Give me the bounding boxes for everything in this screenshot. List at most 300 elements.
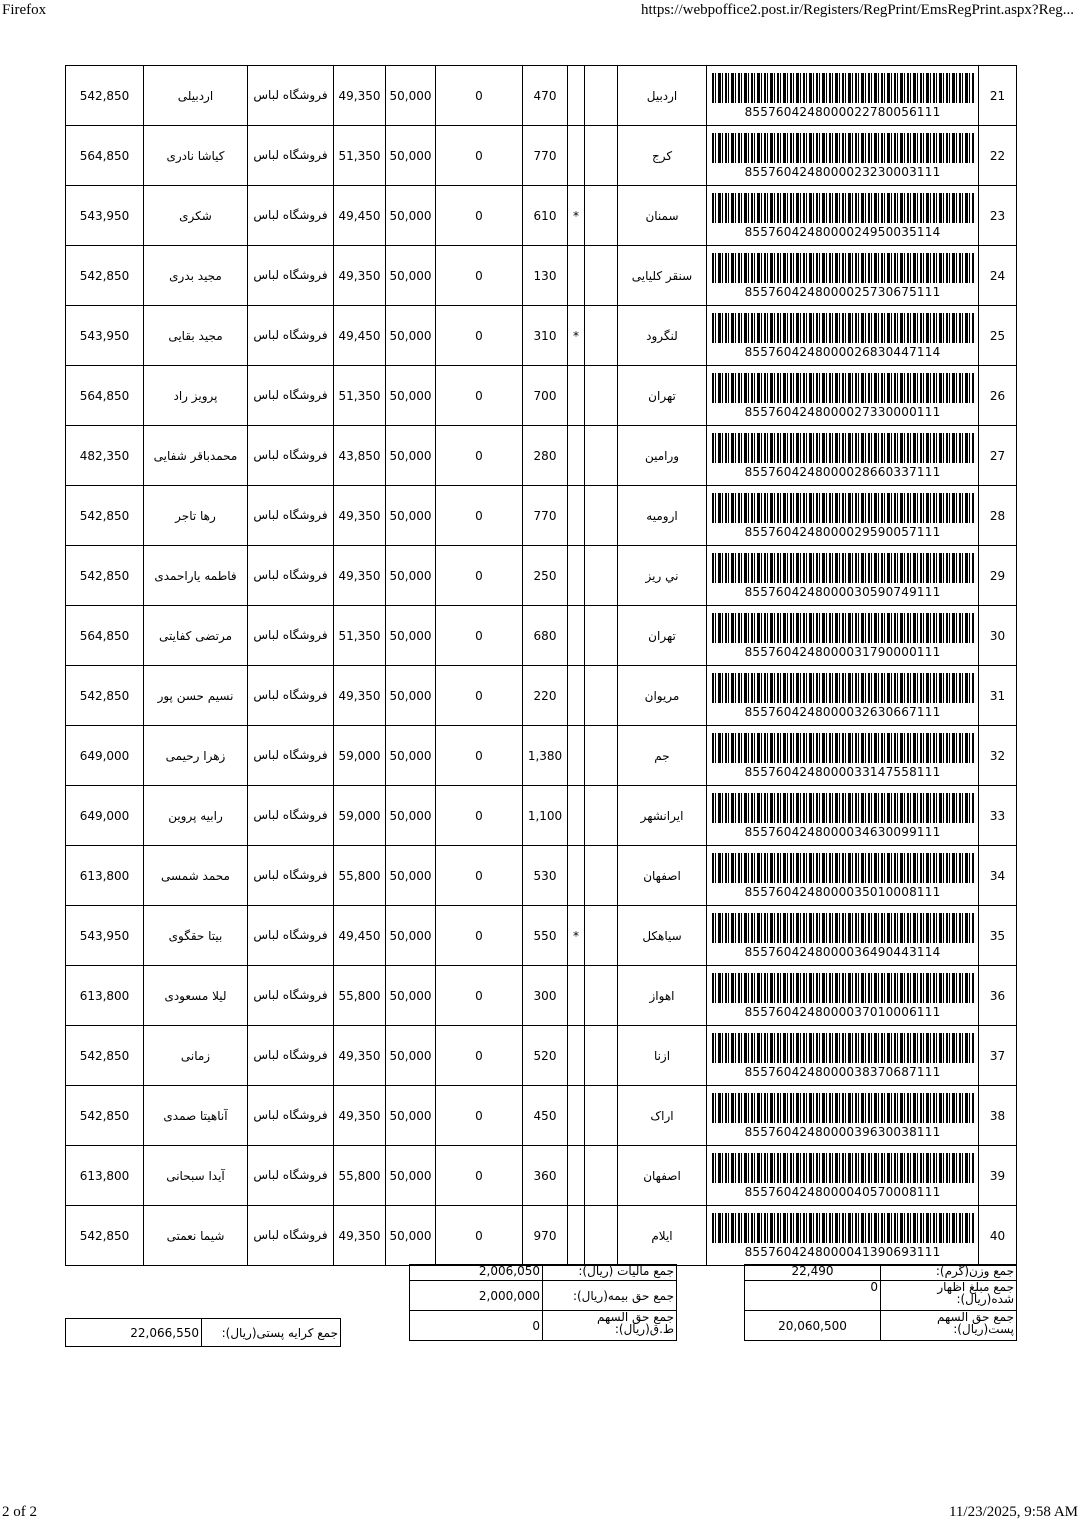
total-tax-label: جمع مالیات (ریال): xyxy=(543,1265,677,1281)
barcode-number: 8557604248000029590057111 xyxy=(744,524,941,539)
receiver-name-cell: شکری xyxy=(144,186,248,246)
tax-amount-cell: 49,350 xyxy=(334,546,386,606)
destination-city-cell: ایلام xyxy=(618,1206,707,1266)
row-total-cell: 613,800 xyxy=(66,1146,144,1206)
destination-city-cell: ازنا xyxy=(618,1026,707,1086)
tax-amount-cell: 49,350 xyxy=(334,1206,386,1266)
receiver-name-cell: آیدا سبحانی xyxy=(144,1146,248,1206)
flag-cell xyxy=(568,426,585,486)
sender-store-cell: فروشگاه لباس xyxy=(248,846,334,906)
barcode-number: 8557604248000025730675111 xyxy=(744,284,941,299)
weight-cell: 300 xyxy=(523,966,568,1026)
zero-amount-cell: 0 xyxy=(436,606,523,666)
destination-city-cell: اهواز xyxy=(618,966,707,1026)
receiver-name-cell: فاطمه یاراحمدی xyxy=(144,546,248,606)
empty-cell xyxy=(585,1206,618,1266)
barcode-cell xyxy=(707,426,979,486)
row-total-cell: 542,850 xyxy=(66,486,144,546)
zero-amount-cell: 0 xyxy=(436,186,523,246)
barcode-image xyxy=(712,973,974,1003)
barcode-image xyxy=(712,613,974,643)
empty-cell xyxy=(585,786,618,846)
sender-store-cell: فروشگاه لباس xyxy=(248,906,334,966)
tax-amount-cell: 55,800 xyxy=(334,846,386,906)
receiver-name-cell: شیما نعمتی xyxy=(144,1206,248,1266)
declared-value: 0 xyxy=(745,1281,881,1311)
receiver-name-cell: زهرا رحیمی xyxy=(144,726,248,786)
tax-amount-cell: 49,350 xyxy=(334,1086,386,1146)
tax-amount-cell: 55,800 xyxy=(334,1146,386,1206)
row-number-cell: 40 xyxy=(979,1206,1017,1266)
flag-cell xyxy=(568,366,585,426)
weight-cell: 530 xyxy=(523,846,568,906)
row-number-cell: 28 xyxy=(979,486,1017,546)
weight-cell: 700 xyxy=(523,366,568,426)
table-row xyxy=(66,846,1017,906)
destination-city-cell: سنقر کلیایی xyxy=(618,246,707,306)
zero-amount-cell: 0 xyxy=(436,1146,523,1206)
barcode-number: 8557604248000041390693111 xyxy=(744,1244,941,1259)
row-total-cell: 564,850 xyxy=(66,126,144,186)
table-row xyxy=(66,1086,1017,1146)
row-number-cell: 34 xyxy=(979,846,1017,906)
receiver-name-cell: محمد شمسی xyxy=(144,846,248,906)
receiver-name-cell: مجید بقایی xyxy=(144,306,248,366)
receiver-name-cell: آناهیتا صمدی xyxy=(144,1086,248,1146)
tax-amount-cell: 49,450 xyxy=(334,186,386,246)
destination-city-cell: ارومیه xyxy=(618,486,707,546)
sender-store-cell: فروشگاه لباس xyxy=(248,186,334,246)
destination-city-cell: ایرانشهر xyxy=(618,786,707,846)
barcode-cell xyxy=(707,66,979,126)
flag-cell xyxy=(568,966,585,1026)
barcode-number: 8557604248000032630667111 xyxy=(744,704,941,719)
destination-city-cell: ني ريز xyxy=(618,546,707,606)
row-number-cell: 30 xyxy=(979,606,1017,666)
barcode-cell xyxy=(707,126,979,186)
summary-fare xyxy=(65,1318,341,1347)
insurance-amount-cell: 50,000 xyxy=(386,1206,436,1266)
tax-amount-cell: 51,350 xyxy=(334,126,386,186)
destination-city-cell: سیاهکل xyxy=(618,906,707,966)
total-weight-label: جمع وزن(گرم): xyxy=(881,1265,1017,1281)
row-number-cell: 32 xyxy=(979,726,1017,786)
barcode-cell xyxy=(707,666,979,726)
insurance-amount-cell: 50,000 xyxy=(386,966,436,1026)
row-total-cell: 542,850 xyxy=(66,666,144,726)
flag-cell xyxy=(568,1086,585,1146)
empty-cell xyxy=(585,186,618,246)
row-total-cell: 613,800 xyxy=(66,966,144,1026)
destination-city-cell: تهران xyxy=(618,366,707,426)
weight-cell: 770 xyxy=(523,126,568,186)
insurance-amount-cell: 50,000 xyxy=(386,1026,436,1086)
tax-amount-cell: 49,350 xyxy=(334,246,386,306)
barcode-number: 8557604248000030590749111 xyxy=(744,584,941,599)
barcode-cell xyxy=(707,1146,979,1206)
table-row xyxy=(66,1146,1017,1206)
empty-cell xyxy=(585,366,618,426)
insurance-amount-cell: 50,000 xyxy=(386,846,436,906)
flag-cell xyxy=(568,846,585,906)
weight-cell: 310 xyxy=(523,306,568,366)
weight-cell: 970 xyxy=(523,1206,568,1266)
insurance-amount-cell: 50,000 xyxy=(386,666,436,726)
row-number-cell: 26 xyxy=(979,366,1017,426)
barcode-cell xyxy=(707,1026,979,1086)
barcode-number: 8557604248000031790000111 xyxy=(744,644,941,659)
empty-cell xyxy=(585,606,618,666)
receiver-name-cell: محمدباقر شفایی xyxy=(144,426,248,486)
shipments-table xyxy=(65,65,1017,1266)
insurance-amount-cell: 50,000 xyxy=(386,1146,436,1206)
receiver-name-cell: زمانی xyxy=(144,1026,248,1086)
row-total-cell: 649,000 xyxy=(66,726,144,786)
row-number-cell: 33 xyxy=(979,786,1017,846)
insurance-amount-cell: 50,000 xyxy=(386,486,436,546)
barcode-number: 8557604248000024950035114 xyxy=(744,224,941,239)
receiver-name-cell: مجید بدری xyxy=(144,246,248,306)
table-row xyxy=(66,186,1017,246)
insurance-amount-cell: 50,000 xyxy=(386,786,436,846)
insurance-amount-cell: 50,000 xyxy=(386,306,436,366)
table-row xyxy=(66,726,1017,786)
receiver-name-cell: پرویز راد xyxy=(144,366,248,426)
table-row xyxy=(66,66,1017,126)
flag-cell xyxy=(568,726,585,786)
barcode-image xyxy=(712,373,974,403)
postal-fare-label: جمع کرایه پستی(ریال): xyxy=(202,1319,341,1347)
zero-amount-cell: 0 xyxy=(436,726,523,786)
insurance-amount-cell: 50,000 xyxy=(386,126,436,186)
print-datetime: 11/23/2025, 9:58 AM xyxy=(948,1504,1078,1520)
barcode-number: 8557604248000027330000111 xyxy=(744,404,941,419)
insurance-amount-cell: 50,000 xyxy=(386,426,436,486)
empty-cell xyxy=(585,1146,618,1206)
sender-store-cell: فروشگاه لباس xyxy=(248,1086,334,1146)
row-total-cell: 564,850 xyxy=(66,366,144,426)
insurance-amount-cell: 50,000 xyxy=(386,606,436,666)
tax-amount-cell: 51,350 xyxy=(334,366,386,426)
sender-store-cell: فروشگاه لباس xyxy=(248,126,334,186)
empty-cell xyxy=(585,306,618,366)
receiver-name-cell: مرتضی کفایتی xyxy=(144,606,248,666)
zero-amount-cell: 0 xyxy=(436,666,523,726)
sender-store-cell: فروشگاه لباس xyxy=(248,606,334,666)
barcode-image xyxy=(712,793,974,823)
post-share-label: جمع حق السهم پست(ریال): xyxy=(881,1311,1017,1341)
tax-amount-cell: 49,350 xyxy=(334,486,386,546)
flag-cell xyxy=(568,666,585,726)
barcode-number: 8557604248000035010008111 xyxy=(744,884,941,899)
barcode-number: 8557604248000037010006111 xyxy=(744,1004,941,1019)
weight-cell: 770 xyxy=(523,486,568,546)
row-total-cell: 542,850 xyxy=(66,66,144,126)
barcode-cell xyxy=(707,186,979,246)
receiver-name-cell: کیاشا نادری xyxy=(144,126,248,186)
barcode-number: 8557604248000033147558111 xyxy=(744,764,941,779)
browser-name: Firefox xyxy=(2,2,47,18)
zero-amount-cell: 0 xyxy=(436,426,523,486)
destination-city-cell: ورامین xyxy=(618,426,707,486)
row-total-cell: 542,850 xyxy=(66,546,144,606)
flag-cell xyxy=(568,786,585,846)
weight-cell: 360 xyxy=(523,1146,568,1206)
barcode-cell xyxy=(707,726,979,786)
sender-store-cell: فروشگاه لباس xyxy=(248,246,334,306)
row-number-cell: 25 xyxy=(979,306,1017,366)
empty-cell xyxy=(585,846,618,906)
tax-amount-cell: 43,850 xyxy=(334,426,386,486)
insurance-amount-cell: 50,000 xyxy=(386,726,436,786)
zero-amount-cell: 0 xyxy=(436,546,523,606)
flag-cell xyxy=(568,126,585,186)
barcode-image xyxy=(712,1033,974,1063)
receiver-name-cell: لیلا مسعودی xyxy=(144,966,248,1026)
barcode-cell xyxy=(707,1206,979,1266)
tax-amount-cell: 59,000 xyxy=(334,786,386,846)
barcode-cell xyxy=(707,246,979,306)
flag-cell xyxy=(568,546,585,606)
row-number-cell: 38 xyxy=(979,1086,1017,1146)
barcode-number: 8557604248000038370687111 xyxy=(744,1064,941,1079)
barcode-image xyxy=(712,1213,974,1243)
destination-city-cell: اصفهان xyxy=(618,846,707,906)
sender-store-cell: فروشگاه لباس xyxy=(248,726,334,786)
sender-store-cell: فروشگاه لباس xyxy=(248,486,334,546)
row-total-cell: 564,850 xyxy=(66,606,144,666)
sender-store-cell: فروشگاه لباس xyxy=(248,1206,334,1266)
barcode-number: 8557604248000039630038111 xyxy=(744,1124,941,1139)
flag-cell xyxy=(568,486,585,546)
weight-cell: 1,380 xyxy=(523,726,568,786)
row-total-cell: 542,850 xyxy=(66,1206,144,1266)
empty-cell xyxy=(585,66,618,126)
table-row xyxy=(66,906,1017,966)
table-row xyxy=(66,1206,1017,1266)
destination-city-cell: سمنان xyxy=(618,186,707,246)
zero-amount-cell: 0 xyxy=(436,786,523,846)
barcode-image xyxy=(712,133,974,163)
receiver-name-cell: اردبیلی xyxy=(144,66,248,126)
receiver-name-cell: رابیه پروین xyxy=(144,786,248,846)
row-number-cell: 23 xyxy=(979,186,1017,246)
total-weight-value: 22,490 xyxy=(745,1265,881,1281)
summary-middle xyxy=(409,1264,677,1341)
insurance-amount-cell: 50,000 xyxy=(386,906,436,966)
weight-cell: 610 xyxy=(523,186,568,246)
barcode-image xyxy=(712,1093,974,1123)
empty-cell xyxy=(585,246,618,306)
tax-amount-cell: 59,000 xyxy=(334,726,386,786)
barcode-cell xyxy=(707,606,979,666)
zero-amount-cell: 0 xyxy=(436,366,523,426)
zero-amount-cell: 0 xyxy=(436,906,523,966)
destination-city-cell: کرج xyxy=(618,126,707,186)
row-number-cell: 37 xyxy=(979,1026,1017,1086)
sender-store-cell: فروشگاه لباس xyxy=(248,306,334,366)
sender-store-cell: فروشگاه لباس xyxy=(248,666,334,726)
weight-cell: 250 xyxy=(523,546,568,606)
insurance-amount-cell: 50,000 xyxy=(386,366,436,426)
page-url: https://webpoffice2.post.ir/Registers/RegPrint/EmsRegPrint.aspx?Reg... xyxy=(640,2,1074,18)
row-number-cell: 35 xyxy=(979,906,1017,966)
empty-cell xyxy=(585,546,618,606)
zero-amount-cell: 0 xyxy=(436,126,523,186)
empty-cell xyxy=(585,126,618,186)
sender-store-cell: فروشگاه لباس xyxy=(248,966,334,1026)
row-number-cell: 29 xyxy=(979,546,1017,606)
post-share-value: 20,060,500 xyxy=(745,1311,881,1341)
destination-city-cell: مریوان xyxy=(618,666,707,726)
row-number-cell: 39 xyxy=(979,1146,1017,1206)
sender-store-cell: فروشگاه لباس xyxy=(248,546,334,606)
sender-store-cell: فروشگاه لباس xyxy=(248,1146,334,1206)
barcode-image xyxy=(712,1153,974,1183)
row-number-cell: 27 xyxy=(979,426,1017,486)
empty-cell xyxy=(585,1086,618,1146)
barcode-number: 8557604248000028660337111 xyxy=(744,464,941,479)
weight-cell: 280 xyxy=(523,426,568,486)
barcode-cell xyxy=(707,786,979,846)
destination-city-cell: اراک xyxy=(618,1086,707,1146)
tax-amount-cell: 49,350 xyxy=(334,66,386,126)
barcode-number: 8557604248000022780056111 xyxy=(744,104,941,119)
sender-store-cell: فروشگاه لباس xyxy=(248,786,334,846)
table-row xyxy=(66,426,1017,486)
barcode-image xyxy=(712,553,974,583)
barcode-cell xyxy=(707,546,979,606)
table-row xyxy=(66,1026,1017,1086)
table-row xyxy=(66,606,1017,666)
destination-city-cell: اردبیل xyxy=(618,66,707,126)
row-total-cell: 543,950 xyxy=(66,186,144,246)
flag-cell xyxy=(568,606,585,666)
destination-city-cell: تهران xyxy=(618,606,707,666)
weight-cell: 130 xyxy=(523,246,568,306)
zero-amount-cell: 0 xyxy=(436,486,523,546)
tq-share-value: 0 xyxy=(410,1311,543,1341)
sender-store-cell: فروشگاه لباس xyxy=(248,1026,334,1086)
barcode-image xyxy=(712,853,974,883)
zero-amount-cell: 0 xyxy=(436,846,523,906)
weight-cell: 470 xyxy=(523,66,568,126)
sender-store-cell: فروشگاه لباس xyxy=(248,66,334,126)
row-number-cell: 24 xyxy=(979,246,1017,306)
barcode-image xyxy=(712,913,974,943)
destination-city-cell: لنگرود xyxy=(618,306,707,366)
tax-amount-cell: 51,350 xyxy=(334,606,386,666)
receiver-name-cell: رها تاجر xyxy=(144,486,248,546)
barcode-number: 8557604248000023230003111 xyxy=(744,164,941,179)
weight-cell: 520 xyxy=(523,1026,568,1086)
row-total-cell: 649,000 xyxy=(66,786,144,846)
table-row xyxy=(66,486,1017,546)
barcode-number: 8557604248000026830447114 xyxy=(744,344,941,359)
sender-store-cell: فروشگاه لباس xyxy=(248,366,334,426)
receiver-name-cell: نسیم حسن پور xyxy=(144,666,248,726)
table-row xyxy=(66,246,1017,306)
empty-cell xyxy=(585,666,618,726)
row-total-cell: 542,850 xyxy=(66,1026,144,1086)
zero-amount-cell: 0 xyxy=(436,1026,523,1086)
flag-cell xyxy=(568,1026,585,1086)
barcode-image xyxy=(712,313,974,343)
weight-cell: 680 xyxy=(523,606,568,666)
table-row xyxy=(66,546,1017,606)
barcode-number: 8557604248000036490443114 xyxy=(744,944,941,959)
row-total-cell: 543,950 xyxy=(66,306,144,366)
tax-amount-cell: 55,800 xyxy=(334,966,386,1026)
zero-amount-cell: 0 xyxy=(436,306,523,366)
insurance-amount-cell: 50,000 xyxy=(386,246,436,306)
weight-cell: 450 xyxy=(523,1086,568,1146)
total-insurance-value: 2,000,000 xyxy=(410,1281,543,1311)
row-number-cell: 36 xyxy=(979,966,1017,1026)
destination-city-cell: اصفهان xyxy=(618,1146,707,1206)
tax-amount-cell: 49,450 xyxy=(334,306,386,366)
barcode-image xyxy=(712,733,974,763)
row-total-cell: 542,850 xyxy=(66,1086,144,1146)
table-row xyxy=(66,966,1017,1026)
barcode-cell xyxy=(707,846,979,906)
flag-cell xyxy=(568,246,585,306)
barcode-cell xyxy=(707,966,979,1026)
flag-cell xyxy=(568,1146,585,1206)
flag-cell xyxy=(568,66,585,126)
barcode-image xyxy=(712,433,974,463)
barcode-cell xyxy=(707,906,979,966)
empty-cell xyxy=(585,426,618,486)
barcode-number: 8557604248000040570008111 xyxy=(744,1184,941,1199)
insurance-amount-cell: 50,000 xyxy=(386,1086,436,1146)
row-total-cell: 542,850 xyxy=(66,246,144,306)
flag-cell xyxy=(568,1206,585,1266)
tax-amount-cell: 49,450 xyxy=(334,906,386,966)
destination-city-cell: جم xyxy=(618,726,707,786)
table-row xyxy=(66,366,1017,426)
insurance-amount-cell: 50,000 xyxy=(386,546,436,606)
empty-cell xyxy=(585,486,618,546)
flag-cell: * xyxy=(568,186,585,246)
weight-cell: 1,100 xyxy=(523,786,568,846)
zero-amount-cell: 0 xyxy=(436,966,523,1026)
empty-cell xyxy=(585,1026,618,1086)
table-row xyxy=(66,786,1017,846)
insurance-amount-cell: 50,000 xyxy=(386,186,436,246)
barcode-cell xyxy=(707,486,979,546)
zero-amount-cell: 0 xyxy=(436,1086,523,1146)
receiver-name-cell: بیتا حقگوی xyxy=(144,906,248,966)
declared-label: جمع مبلغ اظهار شده(ریال): xyxy=(881,1281,1017,1311)
empty-cell xyxy=(585,906,618,966)
empty-cell xyxy=(585,726,618,786)
row-number-cell: 31 xyxy=(979,666,1017,726)
weight-cell: 220 xyxy=(523,666,568,726)
weight-cell: 550 xyxy=(523,906,568,966)
summary-right xyxy=(744,1264,1017,1341)
table-row xyxy=(66,666,1017,726)
barcode-cell xyxy=(707,366,979,426)
barcode-cell xyxy=(707,1086,979,1146)
barcode-image xyxy=(712,493,974,523)
table-row xyxy=(66,126,1017,186)
zero-amount-cell: 0 xyxy=(436,246,523,306)
barcode-cell xyxy=(707,306,979,366)
postal-fare-value: 22,066,550 xyxy=(66,1319,202,1347)
zero-amount-cell: 0 xyxy=(436,66,523,126)
sender-store-cell: فروشگاه لباس xyxy=(248,426,334,486)
